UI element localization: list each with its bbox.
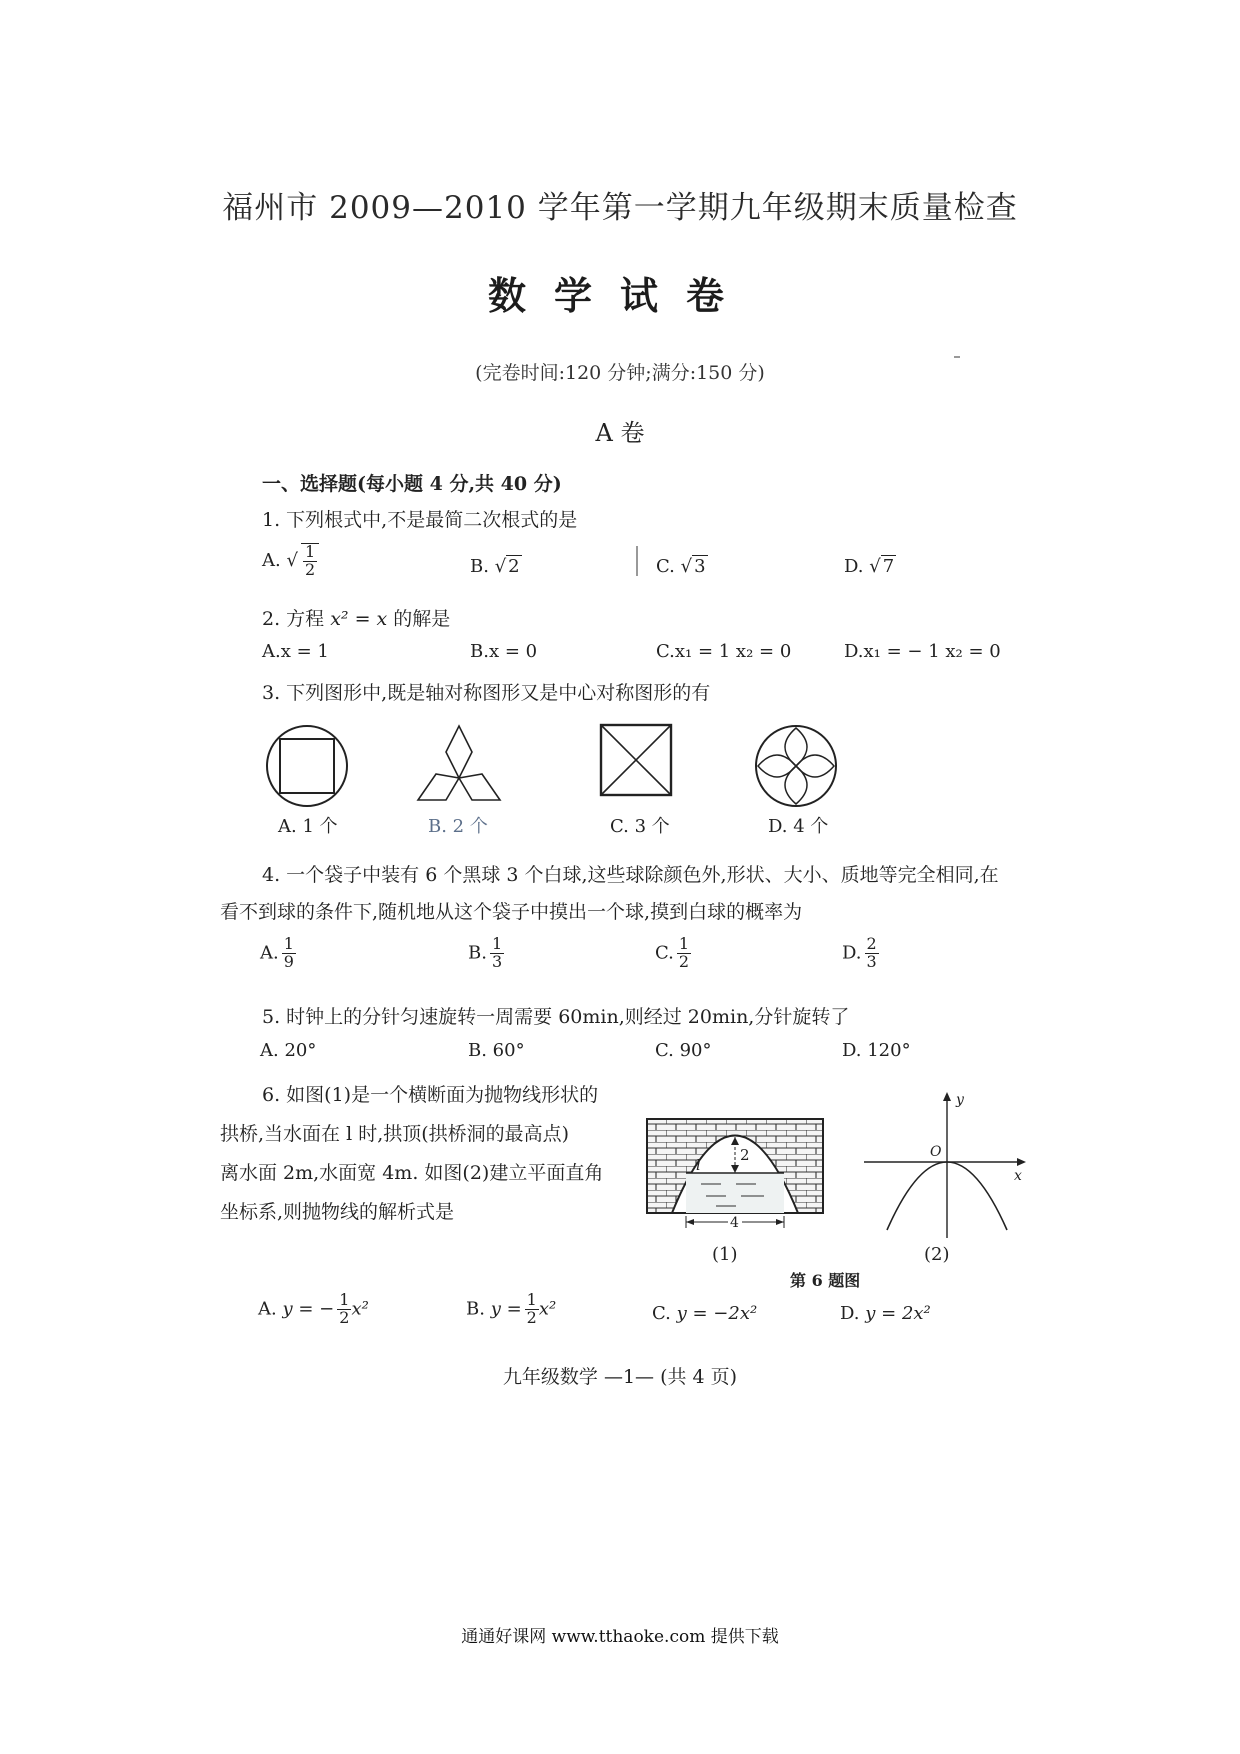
- question-5-stem: 5. 时钟上的分针匀速旋转一周需要 60min,则经过 20min,分针旋转了: [262, 1006, 850, 1028]
- q5-option-b: B. 60°: [468, 1040, 525, 1061]
- petal: [785, 766, 807, 804]
- option-label: D.: [842, 942, 862, 964]
- fraction-denominator: 2: [304, 559, 316, 579]
- q4-option-d: [842, 936, 879, 971]
- figure-three-rhombi: [414, 722, 504, 810]
- q2-option-b: [470, 641, 537, 662]
- q3-option-c: C. 3 个: [610, 816, 670, 837]
- q2-option-a: [262, 641, 329, 662]
- question-1-stem: 1. 下列根式中,不是最简二次根式的是: [262, 509, 578, 531]
- option-label: C.: [656, 556, 675, 577]
- fraction-numerator: 1: [491, 934, 503, 953]
- stem-prefix: 2. 方程: [262, 608, 331, 630]
- option-label: B.: [468, 942, 487, 964]
- fraction: [490, 936, 504, 971]
- scan-artifact: [954, 356, 960, 358]
- width-mark: 4: [730, 1215, 739, 1231]
- sqrt-expression: √ 2: [494, 556, 520, 577]
- fraction-numerator: 1: [526, 1290, 537, 1309]
- sqrt-fraction: √ $\frac{1}{2}$: [286, 543, 319, 579]
- question-6-stem-line2: 拱桥,当水面在 l 时,拱顶(拱桥洞的最高点): [220, 1123, 570, 1145]
- radicand: 7: [882, 556, 895, 577]
- q6-option-c: [652, 1303, 757, 1324]
- option-label: A.: [262, 641, 281, 662]
- option-label: B.: [470, 641, 489, 662]
- section-title: 一、选择题(每小题 4 分,共 40 分): [262, 473, 562, 495]
- q6-option-d: [840, 1303, 931, 1324]
- q5-option-a: A. 20°: [260, 1040, 317, 1061]
- option-text: x₁ = 1 x₂ = 0: [674, 641, 792, 662]
- petal: [796, 755, 834, 777]
- sqrt-expression: √ 3: [680, 556, 706, 577]
- petal: [785, 728, 807, 766]
- fraction: [282, 936, 296, 971]
- q5-option-c: C. 90°: [655, 1040, 712, 1061]
- volume-label: A 卷: [595, 419, 645, 447]
- fraction: [337, 1292, 351, 1327]
- stem-math: x² = x: [330, 608, 388, 630]
- download-credit: 通通好课网 www.tthaoke.com 提供下载: [461, 1627, 779, 1647]
- option-label: C.: [655, 942, 674, 964]
- fraction: [677, 936, 691, 971]
- q1-option-b: [470, 556, 522, 577]
- q4-option-c: [655, 936, 691, 971]
- fraction-numerator: 1: [304, 542, 316, 561]
- figure-circle-square: [262, 722, 352, 810]
- option-text: x = 0: [488, 641, 538, 662]
- figure-caption: 第 6 题图: [790, 1271, 861, 1290]
- page-footer: 九年级数学 —1— (共 4 页): [502, 1366, 738, 1388]
- fraction-denominator: 2: [678, 951, 690, 971]
- figure-arch-bridge: [646, 1118, 824, 1240]
- rhombus-left: [418, 774, 459, 800]
- exam-meta: (完卷时间:120 分钟;满分:150 分): [475, 362, 765, 384]
- option-text: x = 1: [280, 641, 329, 662]
- fraction: [525, 1292, 539, 1327]
- q6-option-a: [258, 1292, 369, 1327]
- fraction-denominator: 2: [526, 1307, 537, 1327]
- option-label: B.: [470, 556, 489, 577]
- figure-1-label: (1): [712, 1244, 738, 1265]
- option-suffix: x²: [538, 1298, 557, 1320]
- option-label: D.: [840, 1303, 860, 1324]
- radicand: 2: [508, 556, 520, 577]
- option-prefix: y =: [490, 1298, 522, 1320]
- fraction-numerator: 2: [866, 934, 877, 953]
- option-suffix: x²: [351, 1298, 369, 1320]
- question-4-stem-line2: 看不到球的条件下,随机地从这个袋子中摸出一个球,摸到白球的概率为: [220, 901, 803, 923]
- q3-option-b: B. 2 个: [428, 816, 488, 837]
- q6-option-b: [466, 1292, 556, 1327]
- fraction-denominator: 3: [491, 951, 503, 971]
- origin-label: O: [930, 1144, 942, 1160]
- subject-title: 数学试卷: [487, 273, 752, 318]
- question-4-stem-line1: 4. 一个袋子中装有 6 个黑球 3 个白球,这些球除颜色外,形状、大小、质地等完全相同,在: [262, 864, 999, 886]
- figure-2-label: (2): [924, 1244, 950, 1265]
- radicand: 3: [694, 556, 706, 577]
- exam-title: 福州市 2009—2010 学年第一学期九年级期末质量检查: [222, 190, 1018, 226]
- option-text: x₁ = − 1 x₂ = 0: [863, 641, 1001, 662]
- scan-artifact: [636, 546, 638, 576]
- question-6-stem-line1: 6. 如图(1)是一个横断面为抛物线形状的: [262, 1084, 599, 1106]
- option-label: A.: [260, 942, 279, 964]
- petal: [758, 755, 796, 777]
- stem-suffix: 的解是: [387, 608, 451, 630]
- q4-option-a: [260, 936, 296, 971]
- q2-option-d: [844, 641, 1001, 662]
- question-6-stem-line4: 坐标系,则抛物线的解析式是: [220, 1201, 455, 1223]
- height-mark: 2: [740, 1146, 750, 1164]
- q1-option-c: [656, 556, 708, 577]
- fraction-numerator: 1: [283, 934, 294, 953]
- fraction-numerator: 1: [678, 934, 690, 953]
- fraction-denominator: 3: [866, 951, 877, 971]
- option-label: D.: [844, 641, 864, 662]
- figure-parabola-axes: [860, 1090, 1030, 1240]
- q3-option-a: A. 1 个: [278, 816, 338, 837]
- figure-square: [280, 739, 334, 793]
- option-label: C.: [656, 641, 675, 662]
- q1-option-d: [844, 556, 896, 577]
- option-label: B.: [466, 1298, 485, 1320]
- water: [686, 1173, 784, 1213]
- question-6-stem-line3: 离水面 2m,水面宽 4m. 如图(2)建立平面直角: [220, 1162, 604, 1184]
- water-label: l: [696, 1156, 701, 1174]
- q5-option-d: D. 120°: [842, 1040, 911, 1061]
- rhombus-top: [446, 726, 472, 778]
- option-label: A.: [262, 549, 281, 571]
- figure-circle-petals: [752, 722, 840, 810]
- y-axis-label: y: [956, 1092, 964, 1108]
- q3-option-d: D. 4 个: [768, 816, 829, 837]
- fraction-denominator: 9: [283, 951, 294, 971]
- arrow-head: [686, 1219, 694, 1225]
- q2-option-c: [656, 641, 791, 662]
- figure-square-diagonals: [598, 722, 674, 798]
- option-label: A.: [258, 1298, 277, 1320]
- fraction-numerator: 1: [339, 1290, 350, 1309]
- x-axis-arrow: [1017, 1158, 1026, 1166]
- rhombus-right: [459, 774, 500, 800]
- sqrt-expression: √ 7: [869, 556, 895, 577]
- fraction-denominator: 2: [339, 1307, 350, 1327]
- y-axis-arrow: [943, 1092, 951, 1101]
- x-axis-label: x: [1014, 1168, 1022, 1184]
- option-label: D.: [844, 556, 864, 577]
- option-label: C.: [652, 1303, 671, 1324]
- option-text: y = 2x²: [865, 1303, 931, 1324]
- option-text: y = −2x²: [676, 1303, 758, 1324]
- question-2-stem: [262, 604, 450, 631]
- question-3-stem: 3. 下列图形中,既是轴对称图形又是中心对称图形的有: [262, 682, 711, 704]
- q4-option-b: [468, 936, 504, 971]
- q1-option-a: [262, 543, 319, 579]
- option-prefix: y = −: [282, 1298, 335, 1320]
- fraction: [865, 936, 879, 971]
- arrow-head: [776, 1219, 784, 1225]
